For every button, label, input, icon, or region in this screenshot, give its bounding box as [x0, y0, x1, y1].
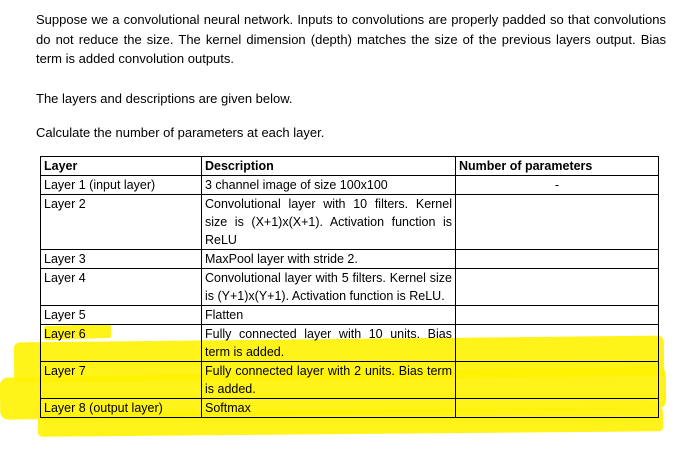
description-cell: Softmax — [202, 399, 456, 418]
layer-cell: Layer 6 — [41, 325, 202, 362]
description-cell: 3 channel image of size 100x100 — [202, 176, 456, 195]
layers-intro: The layers and descriptions are given below. — [36, 91, 293, 106]
header-description: Description — [202, 157, 456, 176]
layer-cell: Layer 1 (input layer) — [41, 176, 202, 195]
description-cell: Fully connected layer with 2 units. Bias term is added. — [202, 362, 456, 399]
layer-cell: Layer 3 — [41, 250, 202, 269]
layer-cell: Layer 8 (output layer) — [41, 399, 202, 418]
layer-cell: Layer 5 — [41, 306, 202, 325]
table-row — [41, 306, 659, 325]
header-params: Number of parameters — [456, 157, 659, 176]
params-cell — [456, 362, 659, 399]
layer-cell: Layer 4 — [41, 269, 202, 306]
layer-cell: Layer 7 — [41, 362, 202, 399]
table-row — [41, 399, 659, 418]
params-cell — [456, 325, 659, 362]
table-row — [41, 325, 659, 362]
description-cell: MaxPool layer with stride 2. — [202, 250, 456, 269]
table-row — [41, 176, 659, 195]
description-cell: Flatten — [202, 306, 456, 325]
description-cell: Convolutional layer with 5 filters. Kernel size is (Y+1)x(Y+1). Activation function is ReLU. — [202, 269, 456, 306]
params-cell — [456, 269, 659, 306]
layer-cell: Layer 2 — [41, 195, 202, 250]
description-cell: Convolutional layer with 10 filters. Kernel size is (X+1)x(X+1). Activation function is ReLU — [202, 195, 456, 250]
layers-table — [40, 156, 659, 418]
table-row — [41, 362, 659, 399]
params-cell: - — [456, 176, 659, 195]
description-cell: Fully connected layer with 10 units. Bias term is added. — [202, 325, 456, 362]
params-cell — [456, 399, 659, 418]
table-row — [41, 269, 659, 306]
params-cell — [456, 306, 659, 325]
task-instruction: Calculate the number of parameters at each layer. — [36, 125, 325, 140]
params-cell — [456, 250, 659, 269]
table-row — [41, 195, 659, 250]
problem-statement: Suppose we a convolutional neural network. Inputs to convolutions are properly padded so that convolutions do not reduce the size. The kernel dimension (depth) matches the size of the previous layers output. Bias term is added convolution outputs. — [36, 12, 666, 66]
header-layer: Layer — [41, 157, 202, 176]
table-row — [41, 250, 659, 269]
params-cell — [456, 195, 659, 250]
table-header-row — [41, 157, 659, 176]
